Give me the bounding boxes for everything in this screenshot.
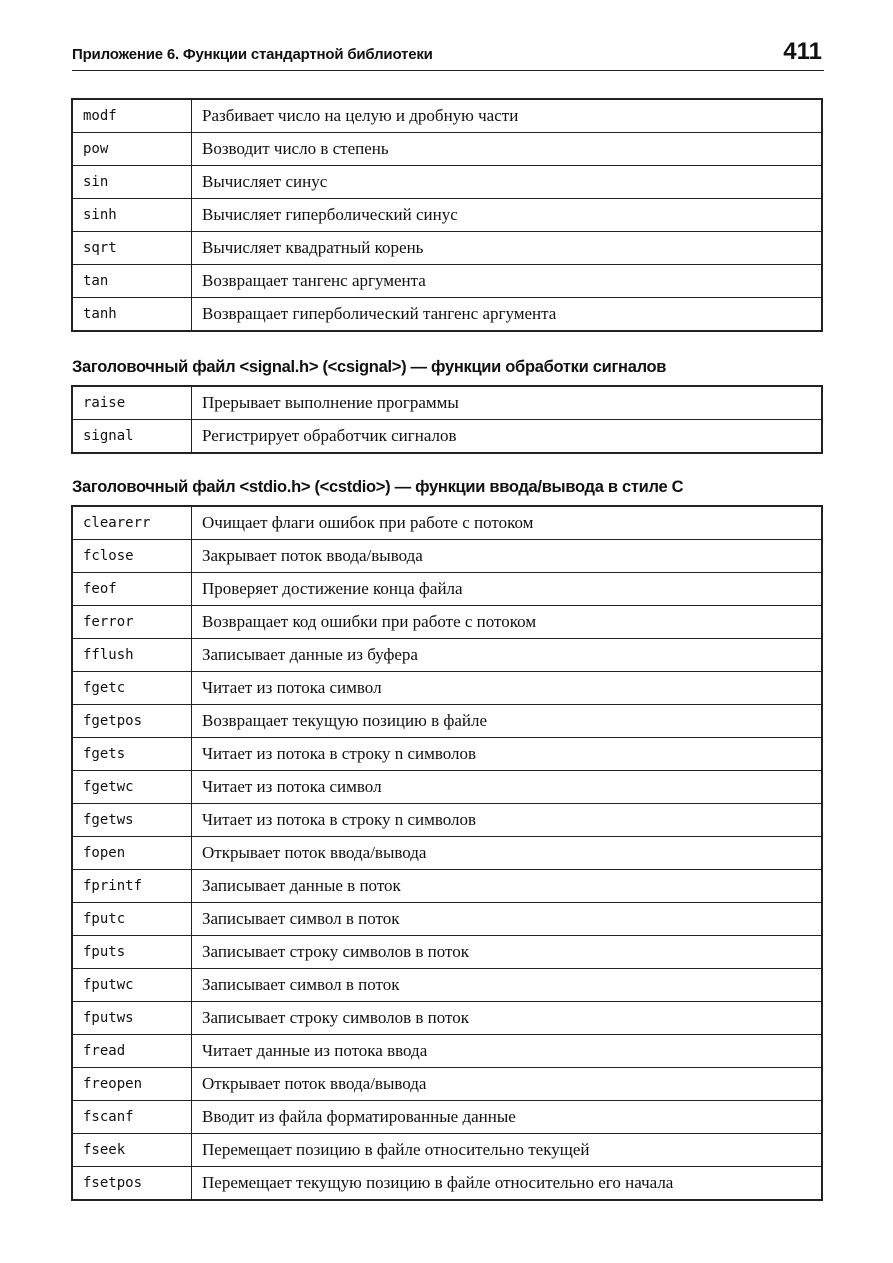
table-row bbox=[72, 506, 822, 540]
table-row bbox=[72, 573, 822, 606]
function-description-cell: Возвращает код ошибки при работе с потоком bbox=[192, 606, 823, 639]
table-row bbox=[72, 705, 822, 738]
function-description-cell: Прерывает выполнение программы bbox=[192, 386, 823, 420]
table-row bbox=[72, 1134, 822, 1167]
function-description-cell: Записывает символ в поток bbox=[192, 903, 823, 936]
function-name-cell: fgetpos bbox=[72, 705, 192, 738]
function-name-cell: clearerr bbox=[72, 506, 192, 540]
table-row bbox=[72, 265, 822, 298]
signal-functions-table bbox=[71, 385, 823, 454]
table-row bbox=[72, 1101, 822, 1134]
function-description-cell: Читает из потока в строку n символов bbox=[192, 804, 823, 837]
table-row bbox=[72, 1167, 822, 1201]
function-description-cell: Читает из потока символ bbox=[192, 771, 823, 804]
function-name-cell: fputws bbox=[72, 1002, 192, 1035]
function-description-cell: Регистрирует обработчик сигналов bbox=[192, 420, 823, 454]
function-name-cell: tanh bbox=[72, 298, 192, 332]
table-row bbox=[72, 639, 822, 672]
function-description-cell: Закрывает поток ввода/вывода bbox=[192, 540, 823, 573]
table-row bbox=[72, 837, 822, 870]
function-description-cell: Разбивает число на целую и дробную части bbox=[192, 99, 823, 133]
function-description-cell: Вычисляет синус bbox=[192, 166, 823, 199]
table-row bbox=[72, 606, 822, 639]
function-name-cell: fputc bbox=[72, 903, 192, 936]
function-name-cell: fputwc bbox=[72, 969, 192, 1002]
function-description-cell: Очищает флаги ошибок при работе с потоком bbox=[192, 506, 823, 540]
function-name-cell: fscanf bbox=[72, 1101, 192, 1134]
table-row bbox=[72, 133, 822, 166]
page-number: 411 bbox=[783, 38, 822, 65]
function-description-cell: Записывает строку символов в поток bbox=[192, 1002, 823, 1035]
function-name-cell: fgetwc bbox=[72, 771, 192, 804]
table-row bbox=[72, 936, 822, 969]
function-name-cell: fopen bbox=[72, 837, 192, 870]
function-name-cell: fprintf bbox=[72, 870, 192, 903]
function-description-cell: Вводит из файла форматированные данные bbox=[192, 1101, 823, 1134]
function-description-cell: Открывает поток ввода/вывода bbox=[192, 837, 823, 870]
function-name-cell: fgetc bbox=[72, 672, 192, 705]
table-row bbox=[72, 232, 822, 265]
table-row bbox=[72, 199, 822, 232]
function-description-cell: Возводит число в степень bbox=[192, 133, 823, 166]
table-row bbox=[72, 298, 822, 332]
function-description-cell: Читает из потока символ bbox=[192, 672, 823, 705]
function-name-cell: signal bbox=[72, 420, 192, 454]
function-description-cell: Возвращает тангенс аргумента bbox=[192, 265, 823, 298]
function-name-cell: sqrt bbox=[72, 232, 192, 265]
function-description-cell: Записывает символ в поток bbox=[192, 969, 823, 1002]
function-description-cell: Читает из потока в строку n символов bbox=[192, 738, 823, 771]
running-header-title: Приложение 6. Функции стандартной библиотеки bbox=[72, 46, 433, 63]
table-row bbox=[72, 1035, 822, 1068]
function-description-cell: Перемещает позицию в файле относительно текущей bbox=[192, 1134, 823, 1167]
function-description-cell: Вычисляет квадратный корень bbox=[192, 232, 823, 265]
function-description-cell: Вычисляет гиперболический синус bbox=[192, 199, 823, 232]
table-row bbox=[72, 804, 822, 837]
function-description-cell: Записывает данные из буфера bbox=[192, 639, 823, 672]
function-name-cell: fseek bbox=[72, 1134, 192, 1167]
table-row bbox=[72, 166, 822, 199]
function-name-cell: feof bbox=[72, 573, 192, 606]
table-row bbox=[72, 870, 822, 903]
table-row bbox=[72, 1068, 822, 1101]
function-description-cell: Возвращает гиперболический тангенс аргумента bbox=[192, 298, 823, 332]
function-name-cell: ferror bbox=[72, 606, 192, 639]
table-row bbox=[72, 99, 822, 133]
function-name-cell: fgetws bbox=[72, 804, 192, 837]
function-name-cell: fread bbox=[72, 1035, 192, 1068]
function-description-cell: Читает данные из потока ввода bbox=[192, 1035, 823, 1068]
function-name-cell: fflush bbox=[72, 639, 192, 672]
table-row bbox=[72, 386, 822, 420]
function-name-cell: raise bbox=[72, 386, 192, 420]
stdio-section-heading: Заголовочный файл <stdio.h> (<cstdio>) — функции ввода/вывода в стиле C bbox=[72, 478, 684, 496]
function-description-cell: Записывает строку символов в поток bbox=[192, 936, 823, 969]
function-description-cell: Возвращает текущую позицию в файле bbox=[192, 705, 823, 738]
function-description-cell: Открывает поток ввода/вывода bbox=[192, 1068, 823, 1101]
function-name-cell: freopen bbox=[72, 1068, 192, 1101]
function-description-cell: Проверяет достижение конца файла bbox=[192, 573, 823, 606]
function-name-cell: sinh bbox=[72, 199, 192, 232]
function-name-cell: sin bbox=[72, 166, 192, 199]
table-row bbox=[72, 1002, 822, 1035]
table-row bbox=[72, 540, 822, 573]
function-name-cell: pow bbox=[72, 133, 192, 166]
function-name-cell: modf bbox=[72, 99, 192, 133]
table-row bbox=[72, 771, 822, 804]
function-name-cell: fclose bbox=[72, 540, 192, 573]
table-row bbox=[72, 420, 822, 454]
function-name-cell: fgets bbox=[72, 738, 192, 771]
function-description-cell: Перемещает текущую позицию в файле относительно его начала bbox=[192, 1167, 823, 1201]
function-name-cell: fputs bbox=[72, 936, 192, 969]
table-row bbox=[72, 903, 822, 936]
table-row bbox=[72, 969, 822, 1002]
page-header bbox=[72, 40, 824, 71]
table-row bbox=[72, 672, 822, 705]
table-row bbox=[72, 738, 822, 771]
function-description-cell: Записывает данные в поток bbox=[192, 870, 823, 903]
signal-section-heading: Заголовочный файл <signal.h> (<csignal>) — функции обработки сигналов bbox=[72, 358, 667, 376]
function-name-cell: fsetpos bbox=[72, 1167, 192, 1201]
function-name-cell: tan bbox=[72, 265, 192, 298]
math-functions-table bbox=[71, 98, 823, 332]
stdio-functions-table bbox=[71, 505, 823, 1201]
